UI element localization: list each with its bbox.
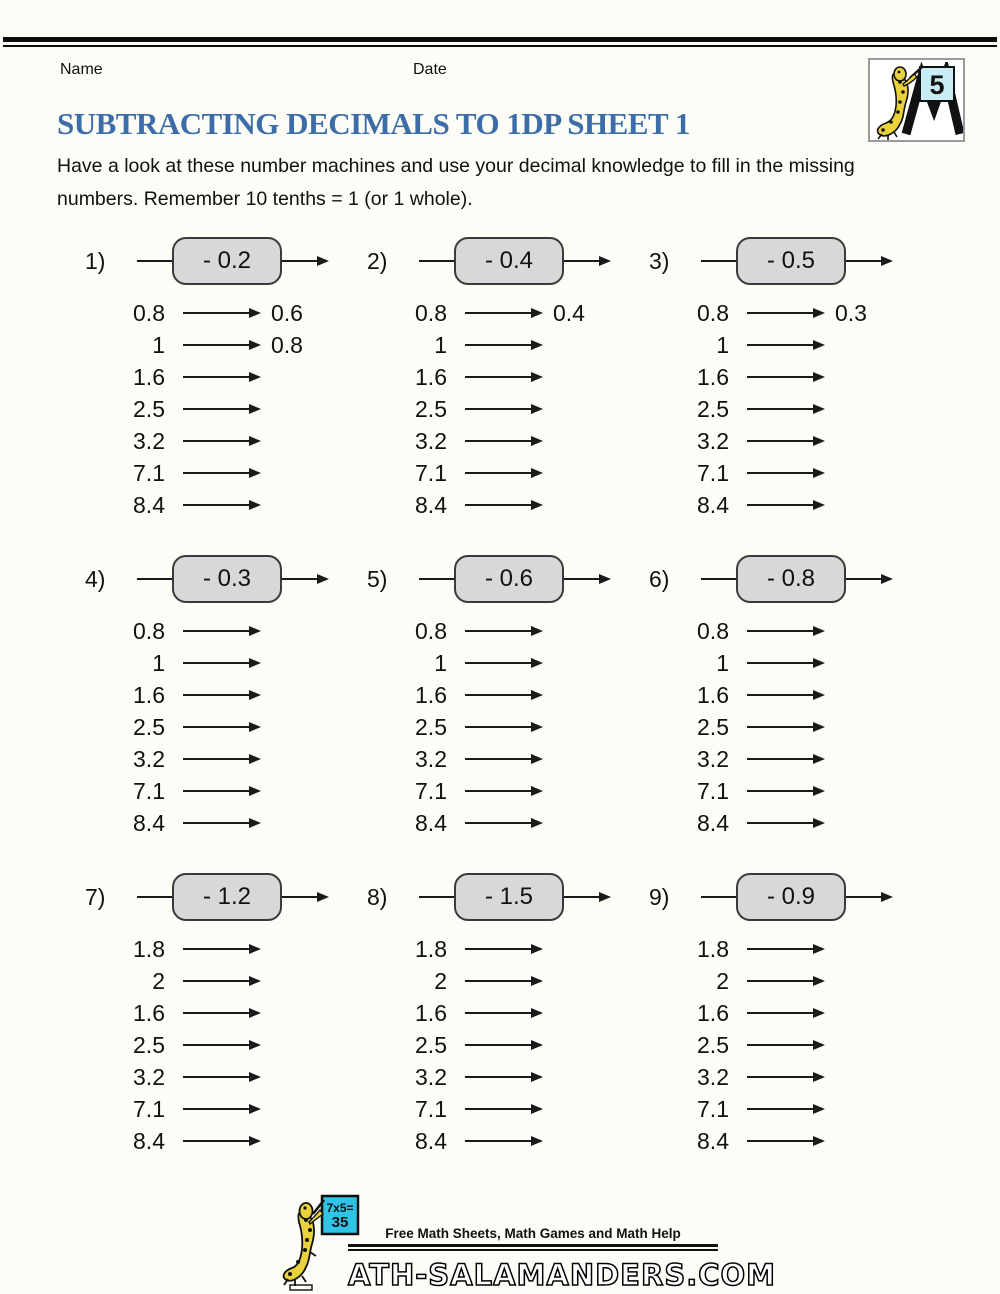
machine-row [85, 679, 367, 711]
machine-header [649, 869, 931, 925]
machine-input-line [701, 896, 736, 898]
machine-row [367, 1061, 649, 1093]
row-arrow-icon [183, 822, 259, 824]
machine-row [649, 647, 931, 679]
input-value: 1.6 [697, 681, 729, 708]
machine-row [367, 997, 649, 1029]
machine-row [367, 615, 649, 647]
input-value: 7.1 [133, 1095, 165, 1122]
machine-row [85, 1093, 367, 1125]
machine-row [649, 393, 931, 425]
machine-row [649, 457, 931, 489]
machine-rows [649, 297, 931, 521]
machine-row [367, 425, 649, 457]
row-arrow-icon [465, 980, 541, 982]
machine-output-arrow-icon [846, 260, 891, 262]
row-arrow-icon [747, 1140, 823, 1142]
output-value: 0.3 [835, 299, 867, 326]
row-arrow-icon [183, 790, 259, 792]
machine-row [85, 997, 367, 1029]
row-arrow-icon [183, 1076, 259, 1078]
row-arrow-icon [183, 980, 259, 982]
row-arrow-icon [183, 1044, 259, 1046]
machine-row [85, 775, 367, 807]
row-arrow-icon [183, 408, 259, 410]
row-arrow-icon [183, 1108, 259, 1110]
input-value: 3.2 [415, 745, 447, 772]
machine-output-arrow-icon [564, 896, 609, 898]
row-arrow-icon [465, 694, 541, 696]
input-value: 3.2 [133, 745, 165, 772]
name-label: Name [60, 61, 103, 78]
row-arrow-icon [747, 312, 823, 314]
machine-row [649, 997, 931, 1029]
row-arrow-icon [183, 1012, 259, 1014]
problem-block [367, 233, 649, 521]
input-value: 3.2 [697, 745, 729, 772]
machine-row [367, 679, 649, 711]
input-value: 1.8 [697, 935, 729, 962]
input-value: 1 [152, 649, 165, 676]
machine-row [85, 615, 367, 647]
row-arrow-icon [747, 630, 823, 632]
machine-rows [367, 297, 649, 521]
row-arrow-icon [465, 312, 541, 314]
input-value: 3.2 [697, 427, 729, 454]
top-rule-thin [3, 45, 997, 47]
machine-output-arrow-icon [282, 578, 327, 580]
row-arrow-icon [465, 440, 541, 442]
input-value: 1.8 [133, 935, 165, 962]
input-value: 0.8 [415, 617, 447, 644]
row-arrow-icon [465, 472, 541, 474]
machine-row [649, 489, 931, 521]
machine-row [649, 361, 931, 393]
machine-header [649, 233, 931, 289]
row-arrow-icon [465, 726, 541, 728]
input-value: 1.6 [697, 999, 729, 1026]
problem-number: 9) [649, 883, 670, 910]
machine-output-arrow-icon [282, 260, 327, 262]
machine-row [367, 743, 649, 775]
machine-operation-box: - 0.6 [454, 555, 564, 603]
machine-operation-box: - 0.8 [736, 555, 846, 603]
machine-header [85, 551, 367, 607]
input-value: 2.5 [697, 713, 729, 740]
machine-row [649, 965, 931, 997]
machine-header [649, 551, 931, 607]
row-arrow-icon [747, 1012, 823, 1014]
row-arrow-icon [747, 440, 823, 442]
row-arrow-icon [183, 630, 259, 632]
machine-input-line [419, 578, 454, 580]
row-arrow-icon [747, 376, 823, 378]
input-value: 3.2 [415, 1063, 447, 1090]
machine-rows [649, 615, 931, 839]
row-arrow-icon [465, 376, 541, 378]
badge-grade-number: 5 [929, 70, 945, 100]
machine-row [367, 647, 649, 679]
input-value: 8.4 [415, 1127, 447, 1154]
row-arrow-icon [747, 948, 823, 950]
problem-number: 5) [367, 565, 388, 592]
salamander-grade-logo-icon [870, 62, 963, 140]
input-value: 7.1 [133, 459, 165, 486]
machine-operation-box: - 0.2 [172, 237, 282, 285]
instructions [57, 150, 947, 216]
machine-rows [85, 933, 367, 1157]
input-value: 2.5 [697, 1031, 729, 1058]
problem-block [649, 233, 931, 521]
row-arrow-icon [465, 630, 541, 632]
machine-row [85, 743, 367, 775]
top-rule-thick [3, 37, 997, 42]
input-value: 1 [716, 331, 729, 358]
machine-row [85, 711, 367, 743]
input-value: 8.4 [697, 491, 729, 518]
machine-input-line [137, 578, 172, 580]
row-arrow-icon [465, 1108, 541, 1110]
problems-grid [85, 233, 931, 1157]
machine-row [85, 647, 367, 679]
machine-rows [85, 615, 367, 839]
row-arrow-icon [747, 408, 823, 410]
machine-row [649, 425, 931, 457]
machine-row [85, 489, 367, 521]
input-value: 0.8 [697, 299, 729, 326]
machine-output-arrow-icon [282, 896, 327, 898]
input-value: 1.6 [415, 681, 447, 708]
row-arrow-icon [465, 790, 541, 792]
input-value: 2.5 [697, 395, 729, 422]
machine-row [85, 361, 367, 393]
row-arrow-icon [747, 344, 823, 346]
input-value: 8.4 [415, 809, 447, 836]
machine-row [367, 329, 649, 361]
problem-number: 8) [367, 883, 388, 910]
problem-block [85, 869, 367, 1157]
input-value: 2 [716, 967, 729, 994]
row-arrow-icon [183, 376, 259, 378]
input-value: 7.1 [697, 459, 729, 486]
machine-header [85, 233, 367, 289]
row-arrow-icon [183, 948, 259, 950]
problem-block [649, 869, 931, 1157]
machine-row [367, 1093, 649, 1125]
row-arrow-icon [183, 504, 259, 506]
problem-block [367, 869, 649, 1157]
row-arrow-icon [183, 726, 259, 728]
input-value: 1.6 [415, 363, 447, 390]
machine-header [367, 233, 649, 289]
machine-row [85, 393, 367, 425]
machine-row [649, 329, 931, 361]
row-arrow-icon [747, 980, 823, 982]
input-value: 0.8 [415, 299, 447, 326]
input-value: 2.5 [133, 395, 165, 422]
input-value: 2 [152, 967, 165, 994]
machine-row [367, 1125, 649, 1157]
problem-number: 6) [649, 565, 670, 592]
output-value: 0.8 [271, 331, 303, 358]
row-arrow-icon [465, 822, 541, 824]
input-value: 7.1 [415, 1095, 447, 1122]
machine-row [85, 1029, 367, 1061]
row-arrow-icon [465, 948, 541, 950]
input-value: 7.1 [697, 777, 729, 804]
input-value: 1.6 [415, 999, 447, 1026]
footer-rule [348, 1244, 718, 1251]
row-arrow-icon [183, 312, 259, 314]
input-value: 8.4 [133, 809, 165, 836]
machine-row [367, 807, 649, 839]
input-value: 2.5 [133, 1031, 165, 1058]
problem-number: 7) [85, 883, 106, 910]
machine-row [649, 1029, 931, 1061]
input-value: 1.6 [133, 999, 165, 1026]
problem-number: 1) [85, 247, 106, 274]
machine-row [367, 297, 649, 329]
instructions-line-1: Have a look at these number machines and use your decimal knowledge to fill in the missing [57, 155, 855, 177]
machine-operation-box: - 0.4 [454, 237, 564, 285]
machine-row [649, 679, 931, 711]
machine-header [367, 551, 649, 607]
machine-row [85, 965, 367, 997]
machine-row [367, 489, 649, 521]
footer-board-line-2: 35 [331, 1214, 349, 1231]
row-arrow-icon [747, 1108, 823, 1110]
row-arrow-icon [747, 504, 823, 506]
machine-input-line [701, 260, 736, 262]
row-arrow-icon [747, 1044, 823, 1046]
problem-block [85, 233, 367, 521]
machine-output-arrow-icon [564, 578, 609, 580]
input-value: 0.8 [133, 617, 165, 644]
row-arrow-icon [465, 758, 541, 760]
input-value: 3.2 [133, 1063, 165, 1090]
problem-number: 3) [649, 247, 670, 274]
machine-row [367, 711, 649, 743]
page-title: SUBTRACTING DECIMALS TO 1DP SHEET 1 [57, 106, 690, 141]
row-arrow-icon [747, 726, 823, 728]
input-value: 2 [434, 967, 447, 994]
input-value: 1 [716, 649, 729, 676]
input-value: 1.8 [415, 935, 447, 962]
brand-name: ATH-SALAMANDERS.COM [348, 1258, 777, 1292]
row-arrow-icon [183, 440, 259, 442]
row-arrow-icon [465, 1044, 541, 1046]
row-arrow-icon [183, 758, 259, 760]
machine-row [367, 965, 649, 997]
machine-row [649, 297, 931, 329]
machine-row [649, 615, 931, 647]
problem-block [85, 551, 367, 839]
machine-row [649, 1125, 931, 1157]
input-value: 8.4 [697, 809, 729, 836]
machine-header [85, 869, 367, 925]
input-value: 1 [152, 331, 165, 358]
machine-row [649, 933, 931, 965]
row-arrow-icon [465, 408, 541, 410]
instructions-line-2: numbers. Remember 10 tenths = 1 (or 1 whole). [57, 188, 473, 210]
input-value: 8.4 [415, 491, 447, 518]
machine-row [649, 775, 931, 807]
machine-row [649, 743, 931, 775]
input-value: 3.2 [133, 427, 165, 454]
row-arrow-icon [747, 694, 823, 696]
grade-badge [868, 58, 965, 142]
input-value: 8.4 [133, 1127, 165, 1154]
input-value: 2.5 [415, 395, 447, 422]
date-label: Date [413, 61, 447, 78]
machine-row [85, 425, 367, 457]
input-value: 7.1 [697, 1095, 729, 1122]
row-arrow-icon [747, 822, 823, 824]
input-value: 8.4 [133, 491, 165, 518]
row-arrow-icon [465, 1012, 541, 1014]
input-value: 7.1 [133, 777, 165, 804]
input-value: 1 [434, 331, 447, 358]
row-arrow-icon [465, 344, 541, 346]
machine-operation-box: - 1.5 [454, 873, 564, 921]
input-value: 2.5 [415, 713, 447, 740]
machine-row [85, 807, 367, 839]
output-value: 0.4 [553, 299, 585, 326]
row-arrow-icon [465, 1076, 541, 1078]
machine-row [85, 1061, 367, 1093]
output-value: 0.6 [271, 299, 303, 326]
machine-operation-box: - 1.2 [172, 873, 282, 921]
footer-tagline: Free Math Sheets, Math Games and Math Help [385, 1226, 681, 1241]
input-value: 2.5 [415, 1031, 447, 1058]
input-value: 0.8 [697, 617, 729, 644]
machine-input-line [419, 260, 454, 262]
machine-row [85, 297, 367, 329]
row-arrow-icon [747, 662, 823, 664]
problem-block [367, 551, 649, 839]
machine-operation-box: - 0.9 [736, 873, 846, 921]
row-arrow-icon [183, 662, 259, 664]
machine-row [85, 329, 367, 361]
input-value: 7.1 [415, 459, 447, 486]
row-arrow-icon [747, 790, 823, 792]
machine-row [367, 393, 649, 425]
machine-rows [85, 297, 367, 521]
machine-row [367, 775, 649, 807]
machine-input-line [701, 578, 736, 580]
input-value: 3.2 [697, 1063, 729, 1090]
row-arrow-icon [465, 662, 541, 664]
input-value: 1 [434, 649, 447, 676]
machine-rows [649, 933, 931, 1157]
row-arrow-icon [465, 1140, 541, 1142]
row-arrow-icon [183, 344, 259, 346]
input-value: 1.6 [133, 681, 165, 708]
machine-row [649, 1061, 931, 1093]
machine-row [649, 1093, 931, 1125]
machine-input-line [137, 260, 172, 262]
row-arrow-icon [465, 504, 541, 506]
machine-row [85, 933, 367, 965]
row-arrow-icon [183, 472, 259, 474]
input-value: 3.2 [415, 427, 447, 454]
machine-row [367, 457, 649, 489]
machine-rows [367, 933, 649, 1157]
row-arrow-icon [747, 1076, 823, 1078]
machine-row [649, 711, 931, 743]
input-value: 7.1 [415, 777, 447, 804]
machine-operation-box: - 0.3 [172, 555, 282, 603]
machine-row [367, 361, 649, 393]
footer-board-line-1: 7x5= [326, 1201, 354, 1215]
machine-output-arrow-icon [846, 896, 891, 898]
footer-logo [0, 1192, 1000, 1292]
machine-row [367, 1029, 649, 1061]
machine-row [367, 933, 649, 965]
machine-operation-box: - 0.5 [736, 237, 846, 285]
machine-row [85, 457, 367, 489]
machine-row [85, 1125, 367, 1157]
input-value: 1.6 [133, 363, 165, 390]
problem-number: 2) [367, 247, 388, 274]
input-value: 1.6 [697, 363, 729, 390]
machine-rows [367, 615, 649, 839]
machine-row [649, 807, 931, 839]
input-value: 0.8 [133, 299, 165, 326]
problem-number: 4) [85, 565, 106, 592]
row-arrow-icon [747, 472, 823, 474]
machine-input-line [419, 896, 454, 898]
input-value: 2.5 [133, 713, 165, 740]
row-arrow-icon [183, 1140, 259, 1142]
problem-block [649, 551, 931, 839]
machine-input-line [137, 896, 172, 898]
machine-header [367, 869, 649, 925]
row-arrow-icon [183, 694, 259, 696]
machine-output-arrow-icon [564, 260, 609, 262]
machine-output-arrow-icon [846, 578, 891, 580]
row-arrow-icon [747, 758, 823, 760]
input-value: 8.4 [697, 1127, 729, 1154]
